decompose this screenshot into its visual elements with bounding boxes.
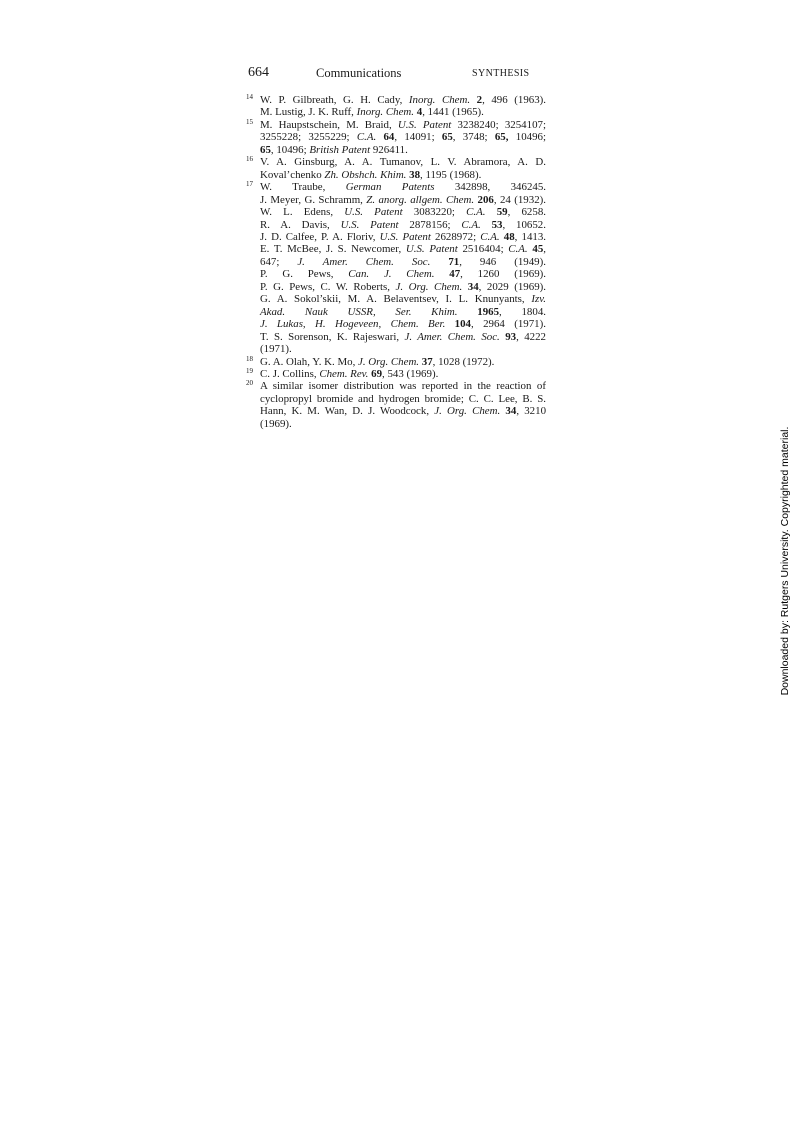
reference-text: 34 bbox=[467, 280, 479, 293]
reference-text: U.S. Patent bbox=[340, 218, 399, 231]
reference-text: E. T. McBee, J. S. Newcomer, bbox=[260, 243, 406, 256]
reference-line bbox=[260, 169, 546, 181]
reference-14 bbox=[246, 94, 546, 119]
reference-text: 65, bbox=[494, 131, 509, 144]
reference-text: 3238240; 3254107; bbox=[451, 118, 546, 131]
reference-text: 10496; bbox=[508, 131, 547, 144]
reference-text: Can. J. Chem. bbox=[348, 268, 435, 281]
reference-text: W. Traube, bbox=[260, 181, 346, 194]
reference-text: (1969). bbox=[260, 417, 292, 430]
reference-line bbox=[260, 343, 546, 355]
reference-line bbox=[260, 94, 546, 106]
reference-text: Akad. Nauk USSR, Ser. Khim. bbox=[260, 305, 458, 318]
reference-18 bbox=[246, 356, 546, 368]
reference-text: , 496 (1963). bbox=[482, 94, 547, 106]
reference-text: , 1804. bbox=[499, 305, 546, 318]
reference-text: , 1413. bbox=[514, 230, 546, 243]
reference-16 bbox=[246, 156, 546, 181]
reference-text: A similar isomer distribution was reported in the reaction of bbox=[260, 380, 546, 393]
reference-text: , 543 (1969). bbox=[382, 367, 439, 380]
journal-name: SYNTHESIS bbox=[472, 68, 530, 79]
reference-19 bbox=[246, 368, 546, 380]
reference-17 bbox=[246, 181, 546, 355]
reference-line bbox=[260, 331, 546, 343]
reference-text: U.S. Patent bbox=[379, 230, 431, 243]
reference-text: 206 bbox=[477, 193, 494, 206]
reference-text: Zh. Obshch. Khim. bbox=[324, 168, 407, 181]
reference-text: Z. anorg. allgem. Chem. bbox=[366, 193, 475, 206]
reference-text: Inorg. Chem. bbox=[408, 94, 471, 106]
reference-text: , bbox=[543, 243, 546, 256]
reference-text: Izv. bbox=[531, 293, 546, 306]
reference-20 bbox=[246, 380, 546, 430]
reference-text: 34 bbox=[505, 405, 517, 418]
reference-text: J. Amer. Chem. Soc. bbox=[297, 255, 431, 268]
reference-text: V. A. Ginsburg, A. A. Tumanov, L. V. Abramora, A. D. bbox=[260, 156, 546, 169]
reference-text: Chem. Rev. bbox=[319, 367, 369, 380]
reference-text: , 946 (1949). bbox=[459, 255, 546, 268]
reference-text: 47 bbox=[449, 268, 461, 281]
reference-line bbox=[260, 219, 546, 231]
reference-line bbox=[260, 206, 546, 218]
reference-text: 65 bbox=[260, 143, 271, 156]
reference-text: C.A. bbox=[466, 206, 486, 219]
reference-text: C.A. bbox=[508, 243, 528, 256]
reference-line bbox=[260, 106, 546, 118]
reference-text: , 1260 (1969). bbox=[460, 268, 546, 281]
reference-text: 1965 bbox=[477, 305, 500, 318]
reference-text bbox=[458, 306, 478, 318]
reference-text: , 3210 bbox=[516, 405, 547, 418]
reference-text: U.S. Patent bbox=[344, 206, 403, 219]
reference-text bbox=[481, 219, 492, 231]
reference-line bbox=[260, 131, 546, 143]
reference-text: T. S. Sorenson, K. Rajeswari, bbox=[260, 330, 405, 343]
reference-text: British Patent bbox=[309, 143, 371, 156]
reference-text: J. Org. Chem. bbox=[434, 405, 501, 418]
reference-text: C.A. bbox=[461, 218, 481, 231]
reference-line bbox=[260, 418, 546, 430]
reference-line bbox=[260, 231, 546, 243]
reference-line bbox=[260, 243, 546, 255]
reference-text: C.A. bbox=[480, 230, 500, 243]
reference-line bbox=[260, 405, 546, 417]
download-notice-text: Downloaded by: Rutgers University. Copyrighted material. bbox=[779, 426, 791, 696]
reference-text: 53 bbox=[491, 218, 503, 231]
reference-text: , 2029 (1969). bbox=[478, 280, 546, 293]
reference-number: 15 bbox=[246, 117, 253, 126]
reference-text: Hann, K. M. Wan, D. J. Woodcock, bbox=[260, 405, 435, 418]
reference-line bbox=[260, 194, 546, 206]
reference-text: 65 bbox=[441, 131, 453, 144]
reference-text: cyclopropyl bromide and hydrogen bromide; C. C. Lee, B. S. bbox=[260, 392, 546, 405]
reference-list bbox=[246, 94, 546, 430]
reference-text: , 3748; bbox=[452, 131, 495, 144]
reference-text bbox=[445, 318, 454, 330]
reference-text: G. A. Sokol’skii, M. A. Belaventsev, I. L. Knunyants, bbox=[260, 293, 532, 306]
reference-text: J. D. Calfee, P. A. Floriv, bbox=[260, 230, 380, 243]
reference-text: J. Lukas, H. Hogeveen, Chem. Ber. bbox=[260, 318, 446, 331]
page-number: 664 bbox=[248, 65, 269, 80]
reference-text: 2516404; bbox=[457, 243, 509, 256]
reference-text: (1971). bbox=[260, 343, 292, 356]
reference-text: J. Org. Chem. bbox=[395, 280, 463, 293]
reference-text: W. L. Edens, bbox=[260, 206, 345, 219]
reference-number: 18 bbox=[246, 354, 253, 363]
reference-text: U.S. Patent bbox=[397, 118, 452, 131]
reference-number: 20 bbox=[246, 379, 253, 388]
reference-text: 647; bbox=[260, 255, 298, 268]
reference-text: 926411. bbox=[370, 143, 408, 156]
reference-text bbox=[430, 256, 448, 268]
reference-number: 17 bbox=[246, 180, 253, 189]
reference-text: , 10496; bbox=[270, 143, 310, 156]
reference-text: 64 bbox=[383, 131, 395, 144]
reference-line bbox=[260, 393, 546, 405]
reference-line bbox=[260, 380, 546, 392]
reference-line bbox=[260, 268, 546, 280]
reference-text: , 1441 (1965). bbox=[422, 106, 484, 119]
reference-text: 48 bbox=[503, 230, 515, 243]
reference-text: 38 bbox=[409, 168, 421, 181]
reference-line bbox=[260, 119, 546, 131]
reference-text: C.A. bbox=[356, 131, 377, 144]
reference-line bbox=[260, 156, 546, 168]
reference-text: 4 bbox=[416, 106, 423, 119]
reference-text: M. Haupstschein, M. Braid, bbox=[260, 118, 398, 131]
reference-text: , 1195 (1968). bbox=[420, 168, 482, 181]
reference-text: 104 bbox=[454, 318, 471, 331]
reference-number: 14 bbox=[246, 93, 253, 101]
section-title: Communications bbox=[316, 66, 402, 80]
reference-text: W. P. Gilbreath, G. H. Cady, bbox=[260, 94, 409, 106]
page-header bbox=[248, 65, 548, 85]
reference-line bbox=[260, 368, 546, 380]
reference-text: 45 bbox=[532, 243, 544, 256]
reference-line bbox=[260, 256, 546, 268]
reference-text bbox=[486, 206, 497, 218]
reference-text: J. Amer. Chem. Soc. bbox=[404, 330, 500, 343]
reference-text: German Patents bbox=[345, 181, 435, 194]
reference-text: 69 bbox=[371, 367, 383, 380]
reference-number: 16 bbox=[246, 155, 253, 164]
reference-text: 93 bbox=[505, 330, 517, 343]
reference-text: , 2964 (1971). bbox=[471, 318, 546, 331]
reference-line bbox=[260, 306, 546, 318]
reference-line bbox=[260, 356, 546, 368]
reference-text: 342898, 346245. bbox=[434, 181, 546, 194]
reference-number: 19 bbox=[246, 366, 253, 375]
reference-text: P. G. Pews, C. W. Roberts, bbox=[260, 280, 396, 293]
reference-text: , 10652. bbox=[502, 218, 546, 231]
reference-text: C. J. Collins, bbox=[260, 367, 320, 380]
reference-line bbox=[260, 281, 546, 293]
reference-text: 37 bbox=[421, 355, 433, 368]
reference-text: 2628972; bbox=[430, 230, 481, 243]
reference-15 bbox=[246, 119, 546, 156]
reference-text: , 1028 (1972). bbox=[432, 355, 495, 368]
reference-text bbox=[434, 268, 449, 280]
reference-text: Koval’chenko bbox=[260, 168, 325, 181]
reference-text: , 24 (1932). bbox=[493, 193, 546, 206]
reference-text: 2878156; bbox=[398, 218, 462, 231]
reference-text: , 4222 bbox=[516, 330, 546, 343]
reference-text: 3255228; 3255229; bbox=[260, 131, 357, 144]
reference-line bbox=[260, 293, 546, 305]
reference-text: J. Meyer, G. Schramm, bbox=[260, 193, 367, 206]
reference-text: G. A. Olah, Y. K. Mo, bbox=[260, 355, 359, 368]
reference-text: Inorg. Chem. bbox=[356, 106, 414, 119]
reference-text: , 14091; bbox=[394, 131, 442, 144]
reference-text: M. Lustig, J. K. Ruff, bbox=[260, 106, 357, 119]
reference-text: U.S. Patent bbox=[405, 243, 458, 256]
reference-text: 59 bbox=[496, 206, 508, 219]
reference-text: , 6258. bbox=[507, 206, 546, 219]
reference-text: J. Org. Chem. bbox=[358, 355, 420, 368]
reference-line bbox=[260, 144, 546, 156]
reference-text: 71 bbox=[448, 255, 460, 268]
reference-text: 3083220; bbox=[402, 206, 467, 219]
reference-text: 2 bbox=[476, 94, 483, 106]
reference-text: R. A. Davis, bbox=[260, 218, 341, 231]
reference-line bbox=[260, 318, 546, 330]
reference-line bbox=[260, 181, 546, 193]
reference-text: P. G. Pews, bbox=[260, 268, 349, 281]
